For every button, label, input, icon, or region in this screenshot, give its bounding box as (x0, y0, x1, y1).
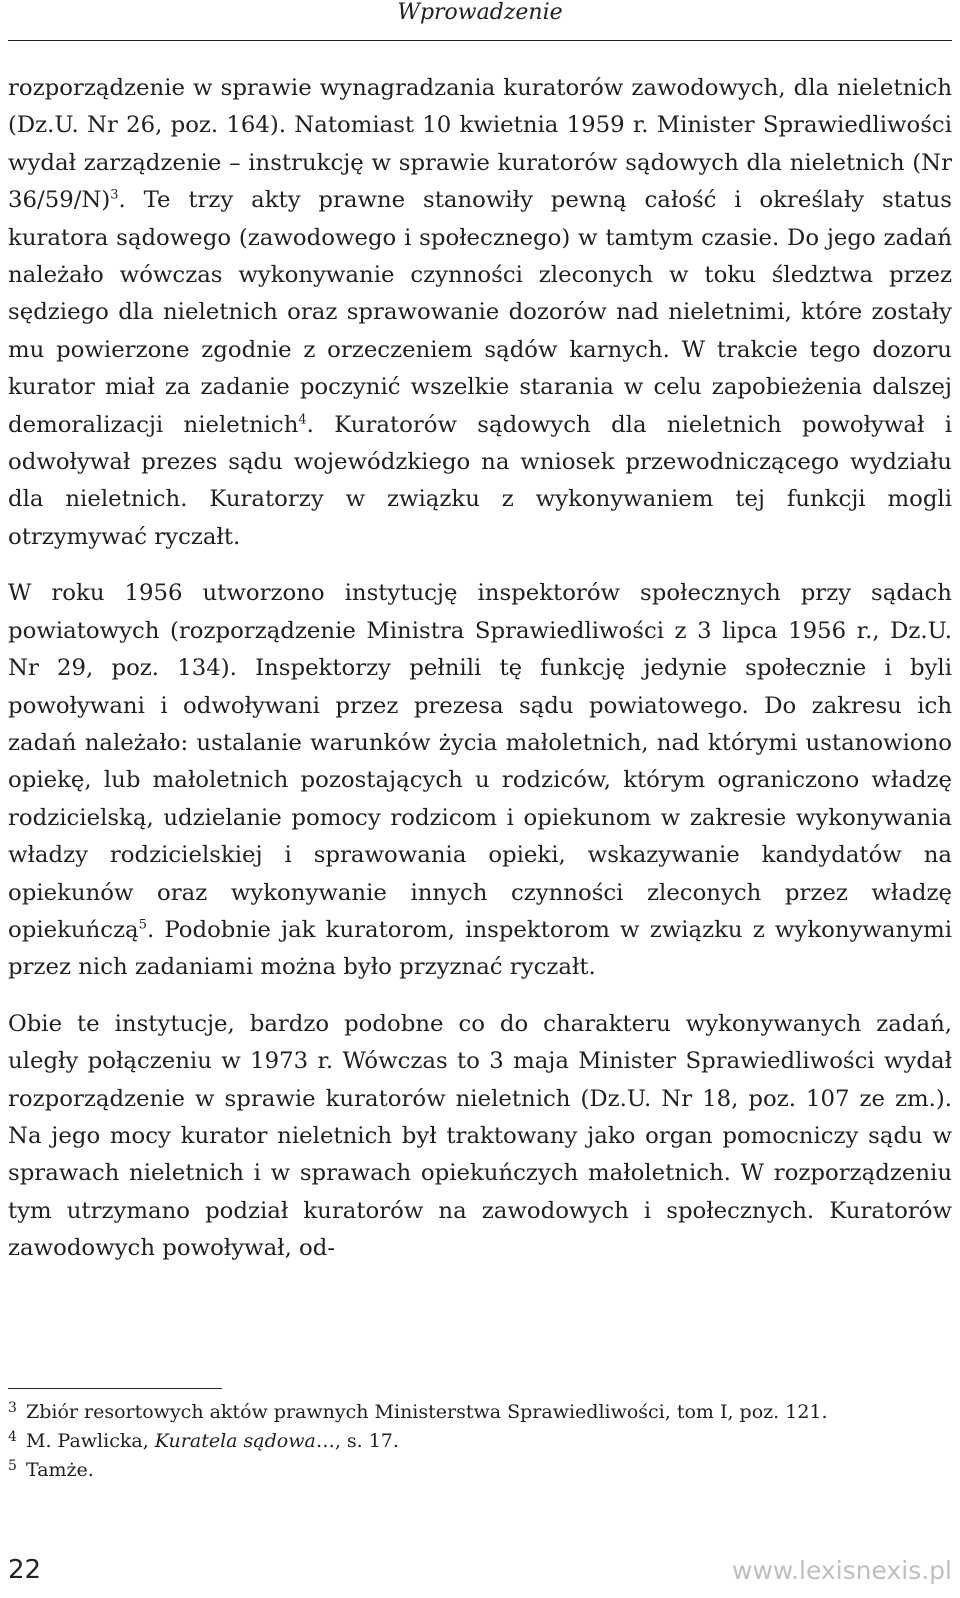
paragraph-2 (8, 575, 952, 986)
footnote-ref-3[interactable]: 3 (110, 187, 119, 203)
paragraph-1-part-c: . Kuratorów sądowych dla nieletnich powoływał i odwoływał prezes sądu wojewódzkiego na wniosek przewodniczącego wydziału dla nieletnich. Kuratorzy w związku z wykonywaniem tej funkcji mogli otrzymywać ryczałt. (8, 411, 952, 550)
paragraph-2-part-b: . Podobnie jak kuratorom, inspektorom w związku z wykonywanymi przez nich zadaniami można było przyznać ryczałt. (8, 916, 952, 981)
footnote-page: …, s. 17. (315, 1430, 399, 1452)
footnotes (8, 1398, 952, 1485)
footnote-ref-5[interactable]: 5 (138, 917, 147, 933)
footnote-text (26, 1427, 399, 1456)
footnote-author: M. Pawlicka, (26, 1430, 155, 1452)
page-number: 22 (8, 1555, 42, 1585)
main-text (8, 70, 952, 1287)
footnote-title: Kuratela sądowa (154, 1430, 316, 1452)
footnote-4 (8, 1427, 952, 1456)
footnote-text: Tamże. (26, 1459, 94, 1481)
paragraph-1-part-b: . Te trzy akty prawne stanowiły pewną całość i określały status kuratora sądowego (zawodowego i społecznego) w tamtym czasie. Do jego zadań należało wówczas wykonywanie czynności zleconych w toku śledztwa przez sędziego dla nieletnich oraz sprawowanie dozorów nad nieletnimi, które zostały mu powierzone zgodnie z orzeczeniem sądów karnych. W trakcie tego dozoru kurator miał za zadanie poczynić wszelkie starania w celu zapobieżenia dalszej demoralizacji nieletnich (8, 187, 952, 438)
publisher-url[interactable]: www.lexisnexis.pl (732, 1556, 952, 1585)
footnote-5 (8, 1456, 952, 1485)
paragraph-3 (8, 1006, 952, 1268)
footnote-number: 4 (8, 1429, 17, 1445)
paragraph-3-text: Obie te instytucje, bardzo podobne co do charakteru wykonywanych zadań, uległy połączeniu w 1973 r. Wówczas to 3 maja Minister Sprawiedliwości wydał rozporządzenie w sprawie kuratorów nieletnich (Dz.U. Nr 18, poz. 107 ze zm.). Na jego mocy kurator nieletnich był traktowany jako organ pomocniczy sądu w sprawach nieletnich i w sprawach opiekuńczych małoletnich. W rozporządzeniu tym utrzymano podział kuratorów na zawodowych i społecznych. Kuratorów zawodowych powoływał, od- (8, 1010, 952, 1262)
footnote-number: 3 (8, 1400, 17, 1416)
paragraph-2-part-a: W roku 1956 utworzono instytucję inspektorów społecznych przy sądach powiatowych (rozporządzenie Ministra Sprawiedliwości z 3 lipca 1956 r., Dz.U. Nr 29, poz. 134). Inspektorzy pełnili tę funkcję jedynie społecznie i byli powoływani i odwoływani przez prezesa sądu powiatowego. Do zakresu ich zadań należało: ustalanie warunków życia małoletnich, nad którymi ustanowiono opiekę, lub małoletnich pozostających u rodziców, którym ograniczono władzę rodzicielską, udzielanie pomocy rodzicom i opiekunom w zakresie wykonywania władzy rodzicielskiej i sprawowania opieki, wskazywanie kandydatów na opiekunów oraz wykonywanie innych czynności zleconych przez władzę opiekuńczą (8, 580, 952, 943)
header-divider (8, 40, 952, 41)
footnote-3 (8, 1398, 952, 1427)
footnote-ref-4[interactable]: 4 (298, 412, 307, 428)
footnote-divider (8, 1388, 222, 1389)
footnote-number: 5 (8, 1458, 17, 1474)
paragraph-1-part-a: rozporządzenie w sprawie wynagradzania kuratorów zawodowych, dla nieletnich (Dz.U. Nr 26, poz. 164). Natomiast 10 kwietnia 1959 r. Minister Sprawiedliwości wydał zarządzenie – instrukcję w sprawie kuratorów sądowych dla nieletnich (Nr 36/59/N) (8, 75, 952, 214)
running-header: Wprowadzenie (397, 0, 563, 25)
paragraph-1 (8, 70, 952, 556)
footnote-text: Zbiór resortowych aktów prawnych Ministerstwa Sprawiedliwości, tom I, poz. 121. (26, 1401, 828, 1423)
